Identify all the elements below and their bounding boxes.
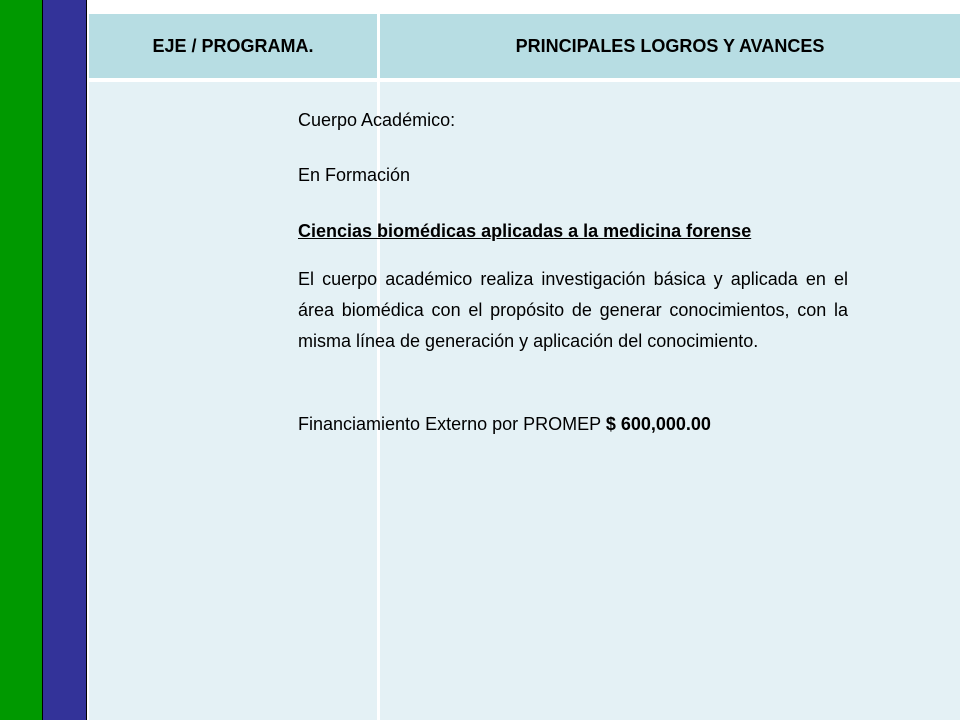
funding-text: Financiamiento Externo por PROMEP (298, 414, 601, 434)
funding-amount: $ 600,000.00 (605, 414, 711, 434)
header-axis-program: EJE / PROGRAMA. (89, 14, 377, 78)
header-achievements: PRINCIPALES LOGROS Y AVANCES (380, 14, 960, 78)
green-side-bar (0, 0, 42, 720)
academic-body-name: Ciencias biomédicas aplicadas a la medicina forense (298, 221, 752, 241)
formation-status: En Formación (298, 165, 411, 185)
achievements-content (298, 108, 848, 436)
academic-body-description: El cuerpo académico realiza investigación básica y aplicada en el área biomédica con el propósito de generar conocimientos, con la misma línea de generación y aplicación del conocimiento. (298, 269, 848, 351)
academic-body-label: Cuerpo Académico: (298, 110, 456, 130)
funding-line (298, 412, 848, 436)
blue-side-bar (42, 0, 87, 720)
